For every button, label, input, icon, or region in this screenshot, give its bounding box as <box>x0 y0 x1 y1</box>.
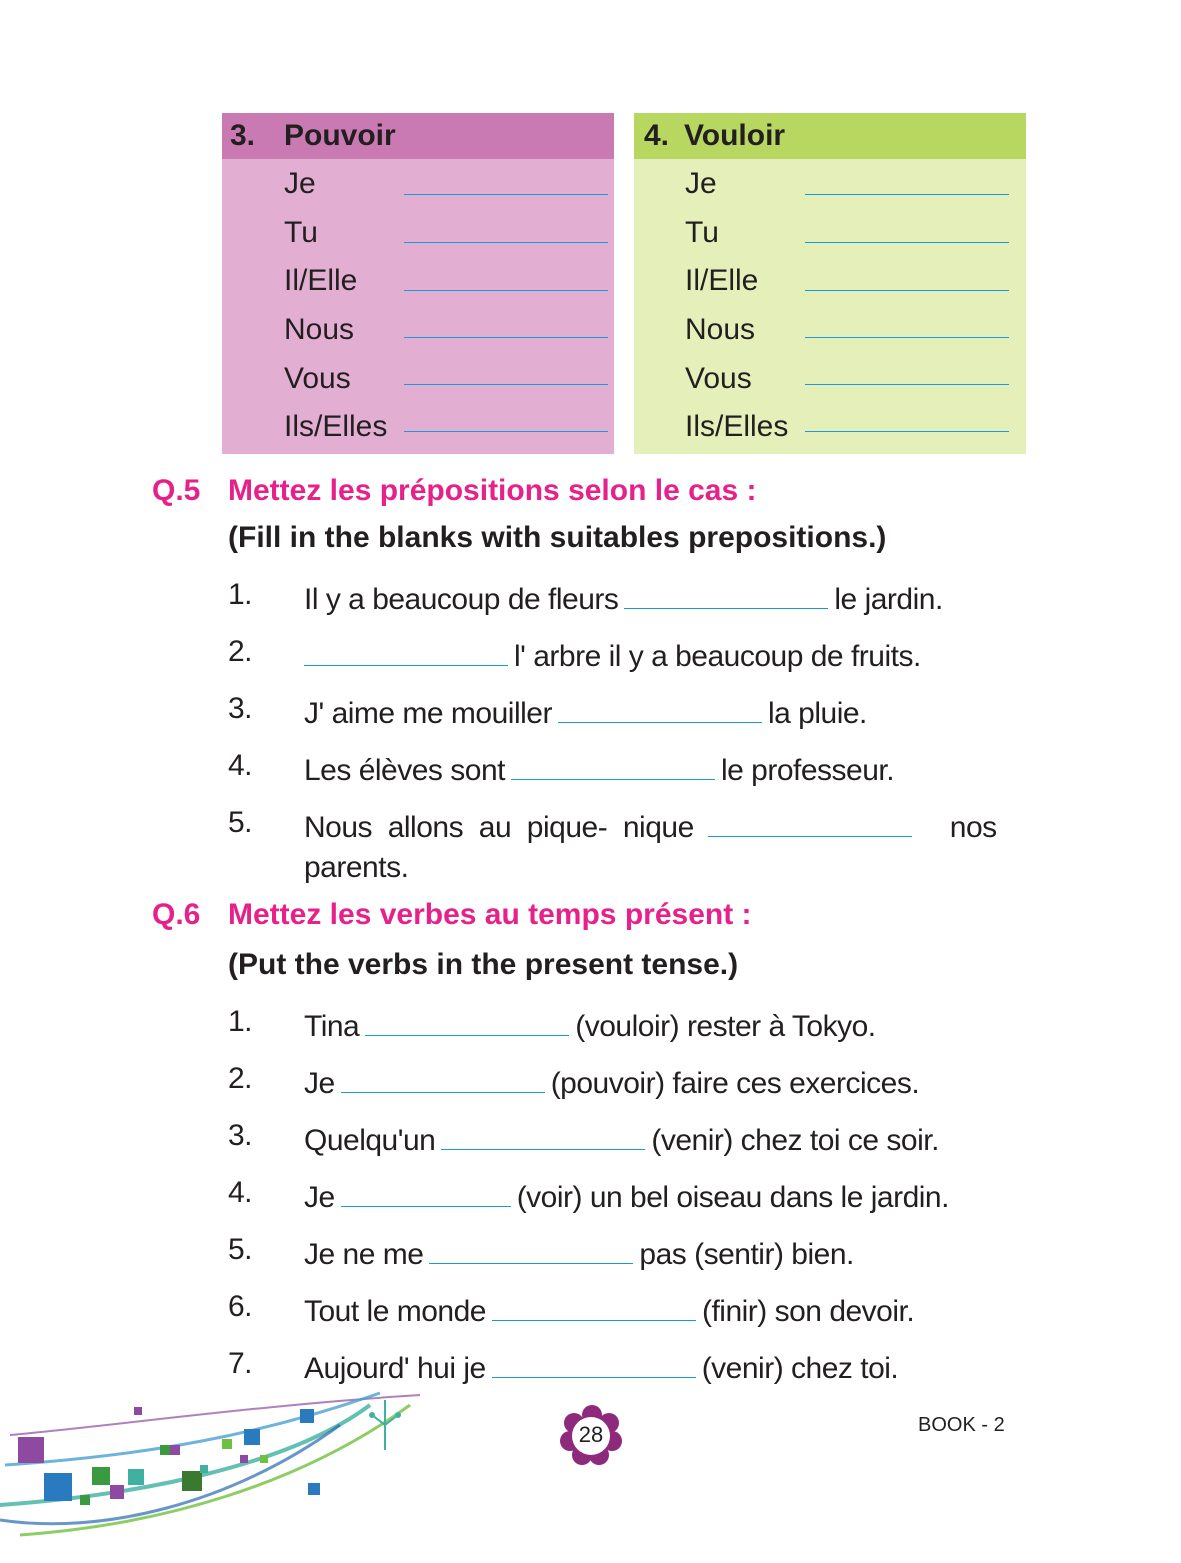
item-number: 2. <box>228 1062 253 1095</box>
question-title: Mettez les prépositions selon le cas : <box>228 474 757 507</box>
book-label: BOOK - 2 <box>918 1414 1005 1436</box>
item-number: 1. <box>228 578 253 611</box>
question-6-subtitle: (Put the verbs in the present tense.) <box>228 948 739 981</box>
page-number-badge <box>557 1405 627 1465</box>
item-text: Quelqu'un <box>304 1124 436 1157</box>
item-text: (voir) un bel oiseau dans le jardin. <box>516 1181 949 1214</box>
answer-blank[interactable] <box>805 194 1009 195</box>
conjugation-table-vouloir <box>634 113 1026 454</box>
pronoun-il-elle: Il/Elle <box>284 264 358 297</box>
question-title: Mettez les verbes au temps présent : <box>228 898 752 931</box>
pronoun-nous: Nous <box>284 313 355 346</box>
table-header <box>634 113 1026 159</box>
question-number: Q.5 <box>152 474 201 507</box>
pronoun-vous: Vous <box>284 362 351 395</box>
item-number: 7. <box>228 1347 253 1380</box>
answer-blank[interactable] <box>304 635 508 666</box>
answer-blank[interactable] <box>404 290 608 291</box>
answer-blank[interactable] <box>441 1119 645 1150</box>
item-continuation: parents. <box>304 851 409 884</box>
item-text: J' aime me mouiller <box>304 697 552 730</box>
question-number: Q.6 <box>152 898 201 931</box>
pronoun-il-elle: Il/Elle <box>685 264 759 297</box>
item-number: 3. <box>228 1119 253 1152</box>
answer-blank[interactable] <box>492 1347 696 1378</box>
page-number: 28 <box>578 1422 604 1447</box>
table-number: 3. <box>230 119 256 152</box>
answer-blank[interactable] <box>805 337 1009 338</box>
answer-blank[interactable] <box>341 1062 545 1093</box>
answer-blank[interactable] <box>805 431 1009 432</box>
item-number: 4. <box>228 1176 253 1209</box>
item-text: Il y a beaucoup de fleurs <box>304 583 619 616</box>
pronoun-tu: Tu <box>284 216 318 249</box>
item-number: 1. <box>228 1005 253 1038</box>
item-text: Je ne me <box>304 1238 424 1271</box>
pronoun-ils-elles: Ils/Elles <box>284 410 388 443</box>
item-number: 5. <box>228 1233 253 1266</box>
item-text: nos <box>949 811 997 844</box>
answer-blank[interactable] <box>404 194 608 195</box>
answer-blank[interactable] <box>404 384 608 385</box>
item-text: Je <box>304 1067 335 1100</box>
pronoun-nous: Nous <box>685 313 756 346</box>
item-text: Aujourd' hui je <box>304 1352 486 1385</box>
pronoun-tu: Tu <box>685 216 719 249</box>
answer-blank[interactable] <box>404 337 608 338</box>
pronoun-ils-elles: Ils/Elles <box>685 410 789 443</box>
item-text: le jardin. <box>834 583 943 616</box>
answer-blank[interactable] <box>558 692 762 723</box>
item-text: la pluie. <box>767 697 867 730</box>
answer-blank[interactable] <box>365 1005 569 1036</box>
item-text: le professeur. <box>720 754 895 787</box>
pronoun-je: Je <box>685 167 717 200</box>
item-text: (venir) chez toi ce soir. <box>651 1124 939 1157</box>
item-text: (finir) son devoir. <box>701 1295 915 1328</box>
item-number: 2. <box>228 635 253 668</box>
question-6-heading <box>152 898 752 932</box>
item-text: Tina <box>304 1010 360 1043</box>
answer-blank[interactable] <box>492 1290 696 1321</box>
pronoun-vous: Vous <box>685 362 752 395</box>
item-text: pas (sentir) bien. <box>639 1238 854 1271</box>
question-5-subtitle: (Fill in the blanks with suitables prepositions.) <box>228 521 887 554</box>
table-header <box>222 113 614 159</box>
answer-blank[interactable] <box>511 749 715 780</box>
answer-blank[interactable] <box>805 290 1009 291</box>
item-text: Nous allons au pique- nique <box>304 811 694 844</box>
item-text: l' arbre il y a beaucoup de fruits. <box>514 640 921 673</box>
pronoun-je: Je <box>284 167 316 200</box>
verb-title: Vouloir <box>684 119 786 152</box>
item-number: 5. <box>228 806 253 839</box>
item-text: Je <box>304 1181 335 1214</box>
item-text: (pouvoir) faire ces exercices. <box>550 1067 920 1100</box>
decorative-swoosh-graphic <box>0 1385 430 1563</box>
item-text: Tout le monde <box>304 1295 486 1328</box>
item-text: (vouloir) rester à Tokyo. <box>575 1010 876 1043</box>
answer-blank[interactable] <box>429 1233 633 1264</box>
answer-blank[interactable] <box>708 806 912 837</box>
answer-blank[interactable] <box>341 1176 511 1207</box>
item-number: 4. <box>228 749 253 782</box>
conjugation-table-pouvoir <box>222 113 614 454</box>
table-number: 4. <box>644 119 670 152</box>
answer-blank[interactable] <box>404 242 608 243</box>
item-number: 6. <box>228 1290 253 1323</box>
answer-blank[interactable] <box>805 384 1009 385</box>
question-5-heading <box>152 474 757 508</box>
answer-blank[interactable] <box>624 578 828 609</box>
answer-blank[interactable] <box>404 431 608 432</box>
answer-blank[interactable] <box>805 242 1009 243</box>
item-number: 3. <box>228 692 253 725</box>
item-text: Les élèves sont <box>304 754 505 787</box>
item-text: (venir) chez toi. <box>701 1352 899 1385</box>
verb-title: Pouvoir <box>284 119 396 152</box>
